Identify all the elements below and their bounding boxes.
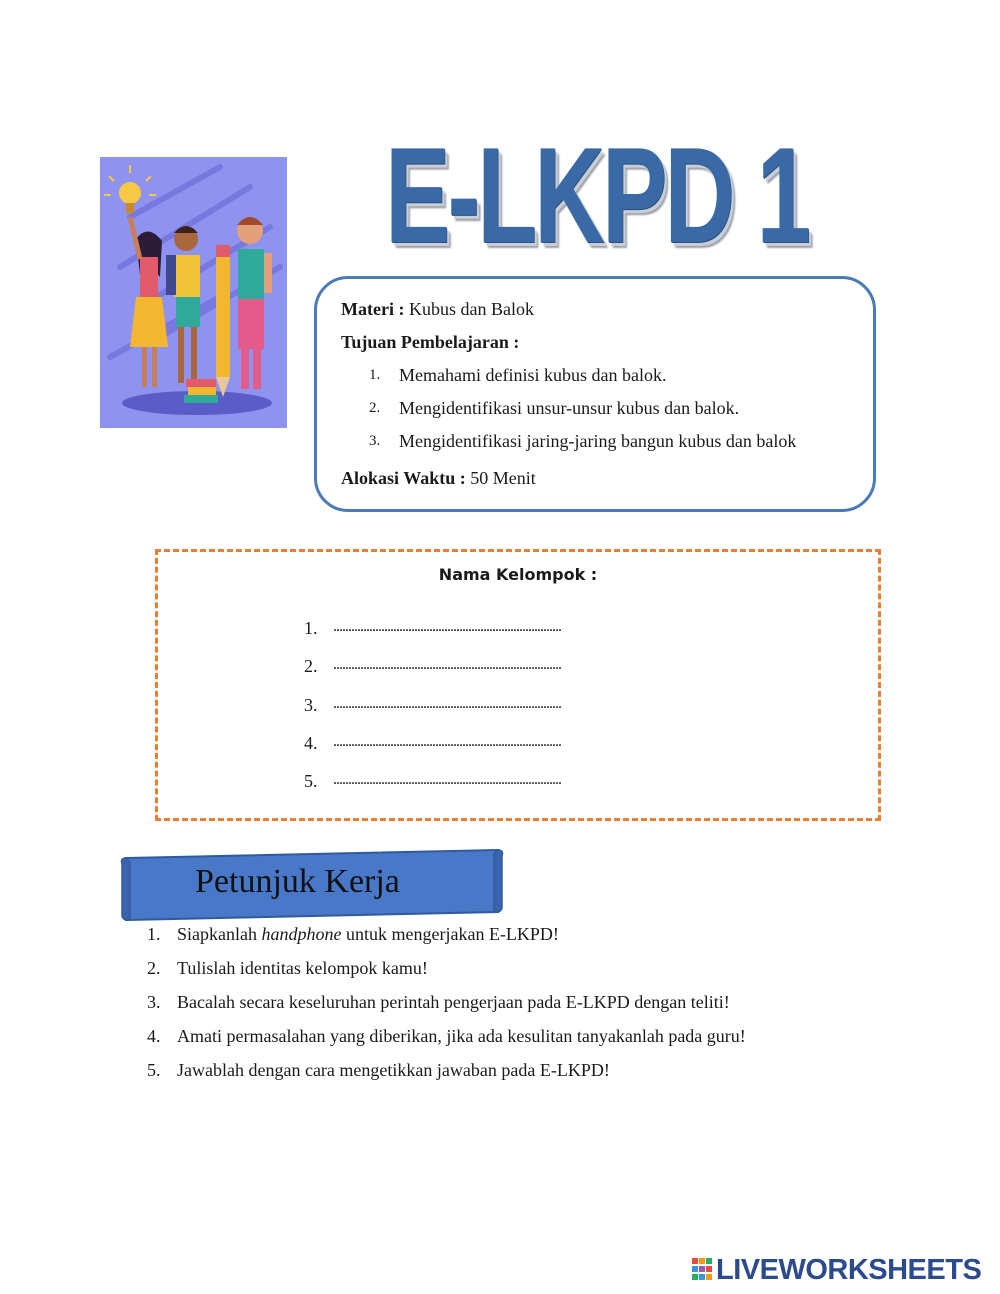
liveworksheets-logo-text: LIVEWORKSHEETS	[716, 1254, 982, 1286]
group-row-number: 1.	[304, 618, 318, 638]
instruction-number: 3.	[147, 992, 161, 1012]
group-row-number: 5.	[304, 771, 318, 791]
group-names-box	[155, 549, 881, 821]
group-member-field[interactable]: ............................................................................	[333, 656, 561, 673]
page-title: E-LKPD 1	[385, 119, 809, 271]
objective-number: 1.	[369, 367, 381, 383]
group-row-number: 4.	[304, 733, 318, 753]
tujuan-label: Tujuan Pembelajaran :	[341, 332, 520, 352]
objective-text: Mengidentifikasi unsur-unsur kubus dan balok.	[399, 398, 740, 418]
liveworksheets-logo-icon	[692, 1258, 714, 1282]
instruction-text: Amati permasalahan yang diberikan, jika ada kesulitan tanyakanlah pada guru!	[177, 1026, 746, 1046]
group-member-field[interactable]: ............................................................................	[333, 695, 561, 712]
cover-illustration	[100, 157, 287, 428]
materi-line	[341, 299, 534, 320]
instruction-number: 4.	[147, 1026, 161, 1046]
instruction-text: Jawablah dengan cara mengetikkan jawaban pada E-LKPD!	[177, 1060, 610, 1080]
instruction-text: Bacalah secara keseluruhan perintah pengerjaan pada E-LKPD dengan teliti!	[177, 992, 730, 1012]
materi-value: Kubus dan Balok	[404, 299, 534, 319]
instruction-text: Tulislah identitas kelompok kamu!	[177, 958, 428, 978]
children-illustration	[100, 157, 287, 428]
instruction-number: 2.	[147, 958, 161, 978]
group-member-field[interactable]: ............................................................................	[333, 733, 561, 750]
group-title: Nama Kelompok :	[438, 565, 598, 584]
objective-text: Memahami definisi kubus dan balok.	[399, 365, 667, 385]
group-member-field[interactable]: ............................................................................	[333, 771, 561, 788]
instructions-heading: Petunjuk Kerja	[195, 863, 400, 900]
objective-number: 3.	[369, 433, 381, 449]
learning-info-box	[314, 276, 876, 512]
waktu-line	[341, 468, 536, 489]
group-member-field[interactable]: ............................................................................	[333, 618, 561, 635]
waktu-value: 50 Menit	[465, 468, 536, 488]
instruction-number: 5.	[147, 1060, 161, 1080]
objective-number: 2.	[369, 400, 381, 416]
group-row-number: 3.	[304, 695, 318, 715]
instructions-banner	[120, 848, 504, 922]
materi-label: Materi :	[341, 299, 405, 319]
group-row-number: 2.	[304, 656, 318, 676]
objective-text: Mengidentifikasi jaring-jaring bangun kubus dan balok	[399, 431, 797, 451]
instruction-number: 1.	[147, 924, 161, 944]
instruction-text: Siapkanlah handphone untuk mengerjakan E-LKPD!	[177, 924, 559, 944]
waktu-label: Alokasi Waktu :	[341, 468, 466, 488]
